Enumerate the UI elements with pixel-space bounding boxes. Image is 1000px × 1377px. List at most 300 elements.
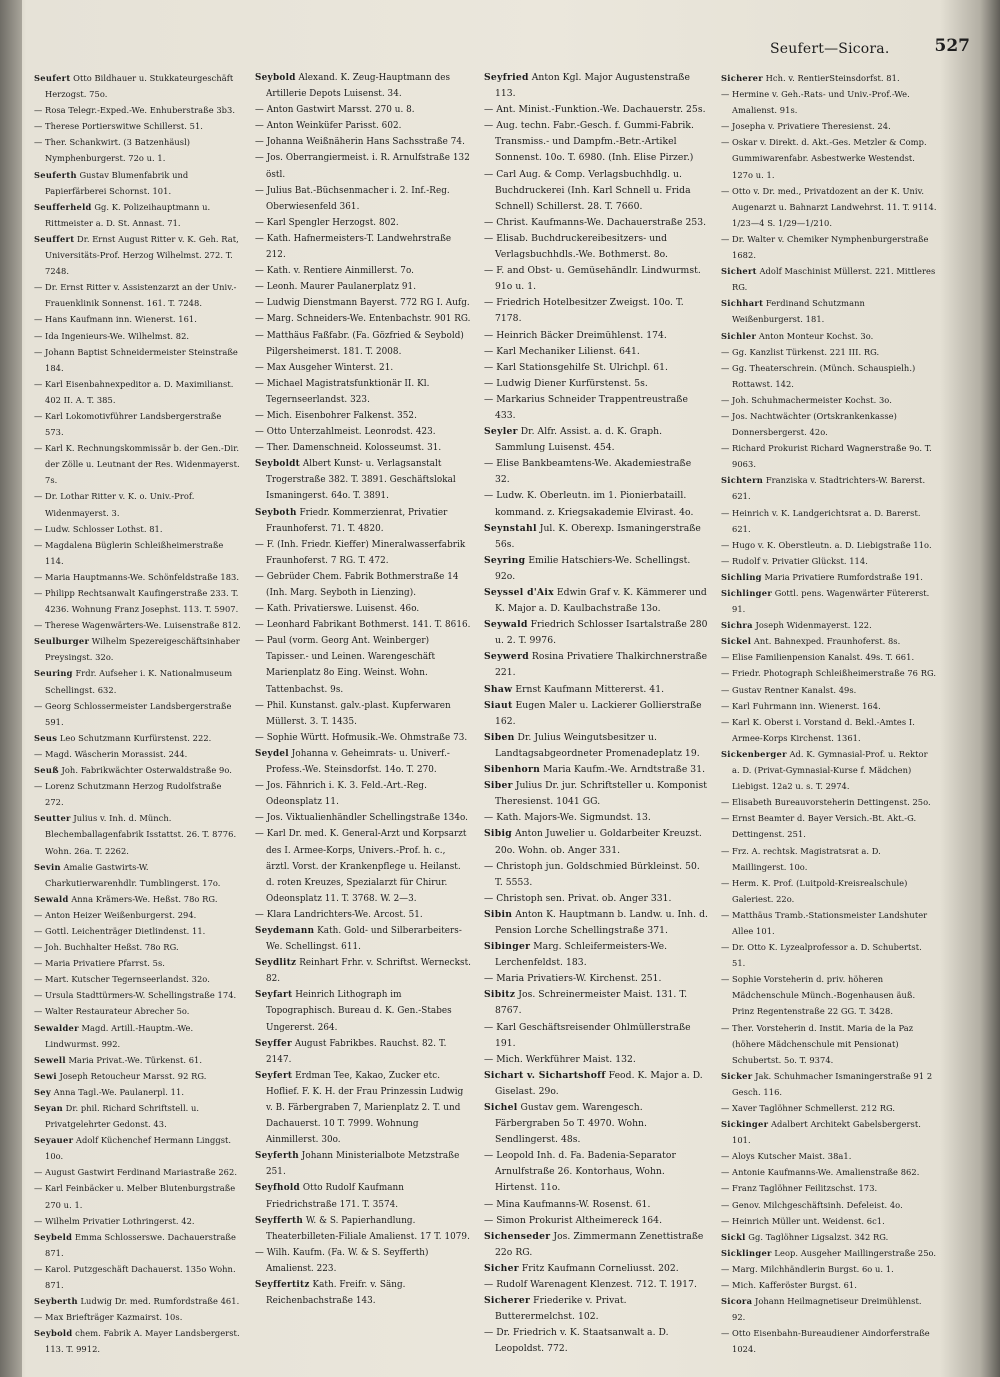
directory-entry [721,408,937,440]
page-header [770,36,970,60]
entry-surname: Siber [484,780,513,792]
entry-details: Jak. Schuhmacher Ismaningerstraße 91 2 Gesch. 116. [732,1070,933,1097]
entry-details: — Ernst Beamter d. Bayer Versich.-Bt. Akt.-G. Dettingenst. 251. [721,813,917,840]
entry-details: — Elise Bankbeamtens-We. Akademiestraße 32. [484,458,692,486]
entry-details: Gottl. pens. Wagenwärter Fütererst. 91. [732,588,930,615]
directory-entry [721,939,937,971]
directory-entry [255,311,471,327]
directory-entry [721,714,937,746]
entry-surname: Seybold [34,1328,73,1339]
directory-entry [484,1052,708,1068]
directory-entry [255,118,471,134]
entry-details: — Phil. Kunstanst. galv.-plast. Kupferwaren Müllerst. 3. T. 1435. [255,700,451,727]
entry-details: Leo Schutzmann Kurfürstenst. 222. [57,732,212,743]
entry-details: Gg. Taglöhner Ligsalzst. 342 RG. [745,1231,889,1242]
entry-surname: Seywald [484,619,528,631]
entry-details: Dr. Julius Weingutsbesitzer u. Landtagsabgeordneter Promenadeplatz 19. [495,731,700,759]
directory-entry [34,746,242,762]
directory-entry [721,633,937,649]
entry-details: Ad. K. Gymnasial-Prof. u. Rektor a. D. (Privat-Gymnasial-Kurse f. Mädchen) Liebigst. 12a2 u. s. T. 2974. [732,748,928,792]
entry-details: Anton Juwelier u. Goldarbeiter Kreuzst. 20o. Wohn. ob. Anger 331. [495,828,702,856]
directory-entry [34,665,242,697]
entry-details: — Karl Eisenbahnexpeditor a. D. Maximilianst. 402 II. A. T. 385. [34,378,234,405]
directory-entry [484,907,708,939]
directory-entry [484,1100,708,1148]
entry-details: — Michael Magistratsfunktionär II. Kl. Tegernseerlandst. 323. [255,378,430,405]
directory-entry [721,1229,937,1245]
entry-details: — Oskar v. Direkt. d. Akt.-Ges. Metzler & Comp. Gummiwarenfabr. Asbestwerke Westendst. 127o u. 1. [721,137,927,180]
directory-entry [34,102,242,118]
directory-entry [255,215,471,231]
entry-surname: Sichling [721,571,762,582]
entry-details: Dr. Alfr. Assist. a. d. K. Graph. Sammlung Luisenst. 454. [495,426,663,454]
entry-details: — Xaver Taglöhner Schmellerst. 212 RG. [721,1103,896,1113]
directory-entry [34,537,242,569]
entry-details: Anna Tagl.-We. Paulanerpl. 11. [51,1086,185,1097]
entry-details: — Matthäus Faßfabr. (Fa. Gözfried & Seybold) Pilgersheimerst. 181. T. 2008. [255,330,464,357]
entry-details: chem. Fabrik A. Mayer Landsbergerst. 113. T. 9912. [45,1328,240,1355]
directory-entry [255,70,471,102]
directory-entry [34,1213,242,1229]
directory-entry [34,134,242,166]
entry-details: — Karl Geschäftsreisender Ohlmüllerstraße 191. [484,1021,691,1049]
directory-entry [484,891,708,907]
entry-details: — Carl Aug. & Comp. Verlagsbuchhdlg. u. Buchdruckerei (Inh. Karl Schnell u. Frida Schnell) Schillerst. 28. T. 7660. [484,168,691,212]
entry-details: — Anton Weinküfer Parisst. 602. [255,121,402,132]
entry-surname: Sichra [721,620,753,631]
directory-entry [484,987,708,1019]
entry-details: — Karl Mechaniker Lilienst. 641. [484,345,640,357]
entry-details: Eugen Maler u. Lackierer Gollierstraße 162. [495,699,702,727]
entry-surname: Seybeld [34,1231,73,1242]
entry-details: Gg. K. Polizeihauptmann u. Rittmeister a. D. St. Annast. 71. [45,201,211,228]
directory-entry [34,70,242,102]
directory-entry [484,488,708,520]
entry-surname: Seywerd [484,651,529,663]
directory-entry [255,183,471,215]
entry-details: — Joh. Schuhmachermeister Kochst. 3o. [721,394,892,405]
entry-details: — Matthäus Tramb.-Stationsmeister Landshuter Allee 101. [721,909,928,936]
entry-details: — Friedrich Hotelbesitzer Zweigst. 10o. T. 7178. [484,297,684,325]
entry-surname: Seutter [34,813,71,824]
entry-details: — Therese Portierswitwe Schillerst. 51. [34,121,203,132]
entry-details: — Lorenz Schutzmann Herzog Rudolfstraße 272. [34,781,222,808]
entry-details: Fritz Kaufmann Corneliusst. 202. [518,1262,679,1274]
entry-surname: Seyfhold [255,1183,301,1194]
entry-surname: Sichel [484,1102,518,1113]
entry-surname: Shaw [484,683,513,695]
directory-entry [255,1148,471,1180]
directory-entry [721,649,937,665]
directory-entry [255,376,471,408]
entry-details: — Gottl. Leichenträger Dietlindenst. 11. [34,925,206,936]
entry-details: — Leonhard Fabrikant Bothmerst. 141. T. 8616. [255,620,471,631]
entry-details: — Kath. Privatierswe. Luisenst. 46o. [255,604,420,615]
directory-entry [721,907,937,939]
entry-details: — Mich. Eisenbohrer Falkenst. 352. [255,410,417,421]
directory-entry [34,891,242,907]
entry-details: — Ursula Stadttürmers-W. Schellingstraße 174. [34,990,237,1001]
entry-surname: Seus [34,732,58,743]
running-head: Seufert—Sicora. [770,41,890,57]
entry-surname: Sicherer [484,1295,531,1307]
directory-entry [721,1325,937,1357]
directory-entry [721,1213,937,1229]
entry-surname: Sicker [721,1070,753,1081]
entry-details: — Ludw. K. Oberleutn. im 1. Pionierbataill. kommand. z. Kriegsakademie Elvirast. 4o. [484,490,694,518]
directory-entry [34,907,242,923]
directory-entry [721,183,937,231]
entry-details: Hch. v. RentierSteinsdorfst. 81. [762,73,900,83]
entry-surname: Sicklinger [721,1247,772,1258]
directory-entry [484,682,708,698]
directory-entry [34,1132,242,1164]
directory-entry [484,360,708,376]
directory-entry [34,279,242,311]
entry-details: — Anton Heizer Weißenburgerst. 294. [34,909,197,920]
directory-entry [255,907,471,923]
directory-entry [34,440,242,488]
entry-details: — Franz Taglöhner Feilitzschst. 173. [721,1183,878,1194]
directory-entry [721,134,937,182]
entry-details: — Dr. Friedrich v. K. Staatsanwalt a. D. Leopoldst. 772. [484,1327,669,1355]
entry-surname: Seyfert [255,1070,293,1081]
directory-entry [484,939,708,971]
directory-entry [484,295,708,327]
entry-details: — Kath. Majors-We. Sigmundst. 13. [484,812,651,824]
directory-entry [255,102,471,118]
directory-entry [721,1148,937,1164]
entry-surname: Seydel [255,748,289,759]
entry-details: — Klara Landrichters-We. Arcost. 51. [255,909,423,920]
directory-entry [484,344,708,360]
entry-details: Magd. Artill.-Hauptm.-We. Lindwurmst. 992. [45,1022,194,1049]
directory-entry [255,698,471,730]
entry-details: — Johanna Weißnäherin Hans Sachsstraße 74. [255,137,465,148]
entry-surname: Sickel [721,636,752,647]
entry-details: — Rudolf v. Privatier Glückst. 114. [721,555,868,566]
entry-details: — Jos. Nachtwächter (Ortskrankenkasse) Donnersbergerst. 42o. [721,410,897,438]
entry-details: — Gg. Theaterschrein. (Münch. Schauspielh.) Rottawst. 142. [721,362,916,389]
entry-details: Marg. Schleifermeisters-We. Lerchenfeldst. 183. [495,941,668,969]
directory-entry [255,746,471,778]
directory-entry [255,328,471,360]
entry-surname: Sichtern [721,475,764,486]
entry-surname: Seuß [34,765,59,776]
directory-entry [721,440,937,472]
directory-entry [34,955,242,971]
directory-entry [34,810,242,858]
directory-entry [721,1293,937,1325]
entry-details: Feod. K. Major a. D. Giselast. 29o. [495,1069,703,1097]
directory-entry [34,585,242,617]
directory-entry [34,730,242,746]
entry-surname: Seyfried [484,72,529,83]
directory-entry [721,1164,937,1180]
directory-entry [721,682,937,698]
entry-surname: Seyboth [255,507,297,518]
directory-entry [721,810,937,842]
entry-details: — Jos. Fähnrich i. K. 3. Feld.-Art.-Reg. Odeonsplatz 11. [255,781,427,808]
entry-details: Anton Kgl. Major Augustenstraße 113. [495,72,690,100]
directory-entry [721,1100,937,1116]
entry-details: — Marg. Schneiders-We. Entenbachstr. 901 RG. [255,314,471,325]
directory-entry [34,1309,242,1325]
directory-entry [484,70,708,102]
directory-entry [34,199,242,231]
directory-entry [484,263,708,295]
entry-details: August Fabrikbes. Rauchst. 82. T. 2147. [266,1038,447,1065]
entry-details: Julius v. Inh. d. Münch. Blechemballagenfabrik Isstattst. 26. T. 8776. Wohn. 26a. T. 2262. [45,813,237,856]
entry-details: Johanna v. Geheimrats- u. Univerf.-Profess.-We. Steinsdorfst. 14o. T. 270. [266,748,450,776]
directory-entry [484,859,708,891]
directory-entry [721,472,937,504]
entry-details: Johann Ministerialbote Metzstraße 251. [266,1151,460,1178]
entry-details: — F. and Obst- u. Gemüsehändlr. Lindwurmst. 91o u. 1. [484,265,701,293]
directory-entry [34,1052,242,1068]
directory-entry [484,810,708,826]
entry-details: — Christoph sen. Privat. ob. Anger 331. [484,892,672,904]
entry-surname: Seynstahl [484,522,537,534]
directory-entry [34,376,242,408]
entry-details: Dr. Ernst August Ritter v. K. Geh. Rat, Universitäts-Prof. Herzog Wilhelmst. 272. T. 7248. [45,233,239,277]
directory-entry [34,1020,242,1052]
entry-details: — Otto v. Dr. med., Privatdozent an der K. Univ. Augenarzt u. Bahnarzt Landwehrst. 11. T. 9114. 1/23—4 S. 1/29—1/210. [721,185,937,228]
directory-entry [721,1245,937,1261]
entry-details: — Genov. Milchgeschäftsinh. Defeleist. 4o. [721,1199,903,1210]
entry-surname: Sewell [34,1054,66,1065]
directory-entry [721,328,937,344]
entry-details: — Elise Familienpension Kanalst. 49s. T. 661. [721,652,915,663]
entry-details: Kath. Gold- und Silberarbeiters-We. Schellingst. 611. [266,925,462,953]
entry-surname: Seyboldt [255,459,301,470]
directory-entry [721,875,937,907]
directory-entry [484,553,708,585]
entry-surname: Sevin [34,861,61,872]
entry-details: Heinrich Lithograph im Topographisch. Bureau d. K. Gen.-Stabes Ungererst. 264. [266,990,452,1033]
entry-details: Ant. Bahnexped. Fraunhoferst. 8s. [751,636,901,647]
entry-details: — Aloys Kutscher Maist. 38a1. [721,1151,852,1162]
entry-surname: Sicora [721,1296,753,1307]
directory-entry [34,923,242,939]
directory-entry [255,730,471,746]
directory-entry [721,971,937,1019]
entry-details: Friedrich Schlosser Isartalstraße 280 u. 2. T. 9976. [495,619,708,647]
entry-details: — Julius Bat.-Büchsenmacher i. 2. Inf.-Reg. Oberwiesenfeld 361. [255,185,450,212]
entry-details: — Dr. Lothar Ritter v. K. o. Univ.-Prof. Widenmayerst. 3. [34,491,195,518]
entry-details: Jos. Zimmermann Zenettistraße 22o RG. [495,1230,704,1258]
directory-entry [34,167,242,199]
entry-details: — Walter Restaurateur Abrecher 5o. [34,1006,190,1017]
directory-entry [34,778,242,810]
directory-column-4 [721,70,937,1370]
directory-entry [721,295,937,327]
entry-surname: Seyfferth [255,1215,304,1226]
directory-entry [721,505,937,537]
directory-entry [34,1180,242,1212]
entry-details: — Therese Wagenwärters-We. Luisenstraße 812. [34,620,241,631]
entry-surname: Sewi [34,1070,57,1081]
entry-details: — Ther. Schankwirt. (3 Batzenhäusl) Nymphenburgerst. 72o u. 1. [34,137,191,164]
directory-entry [484,730,708,762]
entry-details: — Maria Privatiers-W. Kirchenst. 251. [484,973,662,985]
directory-entry [484,585,708,617]
entry-details: — Karl Spengler Herzogst. 802. [255,217,399,228]
entry-details: — Ther. Vorsteherin d. Instit. Maria de la Paz (höhere Mädchenschule mit Pensionat) Schubertst. 5o. T. 9374. [721,1022,914,1065]
entry-details: Edwin Graf v. K. Kämmerer und K. Major a. D. Kaulbachstraße 13o. [495,587,707,615]
entry-surname: Seyan [34,1103,63,1113]
entry-details: — Friedr. Photograph Schleißheimerstraße 76 RG. [721,668,937,679]
directory-entry [721,665,937,681]
directory-entry [255,1213,471,1245]
directory-entry [721,585,937,617]
directory-entry [721,794,937,810]
entry-details: — Philipp Rechtsanwalt Kaufingerstraße 233. T. 4236. Wohnung Franz Josephst. 113. T. 5907. [34,588,239,615]
entry-details: — Elisab. Buchdruckereibesitzers- und Verlagsbuchhdls.-We. Bothmerst. 8o. [484,232,669,261]
directory-entry [34,987,242,1003]
entry-details: — Karl K. Oberst i. Vorstand d. Bekl.-Amtes I. Armee-Korps Kirchenst. 1361. [721,716,915,743]
entry-surname: Seufferheld [34,201,92,212]
entry-surname: Seyffertitz [255,1280,310,1291]
entry-details: — Magdalena Büglerin Schleißheimerstraße 114. [34,539,224,566]
entry-surname: Seyffer [255,1038,292,1049]
directory-entry [484,102,708,118]
entry-details: — Ida Ingenieurs-We. Wilhelmst. 82. [34,330,190,341]
directory-entry [484,778,708,810]
directory-entry [255,601,471,617]
entry-surname: Sibenhorn [484,764,541,776]
entry-details: Anton Monteur Kochst. 3o. [756,330,874,341]
directory-entry [34,1164,242,1180]
directory-entry [484,1293,708,1325]
entry-details: — Kath. Hafnermeisters-T. Landwehrstraße 212. [255,233,452,261]
entry-details: — Mina Kaufmanns-W. Rosenst. 61. [484,1198,651,1210]
entry-details: — Dr. Walter v. Chemiker Nymphenburgerstraße 1682. [721,233,929,261]
entry-details: — Wilhelm Privatier Lothringerst. 42. [34,1215,195,1226]
entry-details: — Sophie Vorsteherin d. priv. höheren Mädchenschule Münch.-Bogenhausen äuß. Prinz Regentenstraße 22 GG. T. 3428. [721,974,916,1017]
entry-details: Anton K. Hauptmann b. Landw. u. Inh. d. Pension Lorche Schellingstraße 371. [495,908,708,936]
directory-entry [255,810,471,826]
entry-details: Dr. phil. Richard Schriftstell. u. Privatgelehrter Gedonst. 43. [45,1103,200,1130]
entry-surname: Sichert [721,266,757,277]
directory-entry [484,376,708,392]
entry-surname: Sicherer [721,73,763,83]
directory-entry [721,86,937,118]
entry-details: — Maria Hauptmanns-We. Schönfeldstraße 183. [34,571,240,582]
entry-details: — F. (Inh. Friedr. Kieffer) Mineralwasserfabrik Fraunhoferst. 7 RG. T. 472. [255,539,466,566]
directory-entry [34,1100,242,1132]
directory-entry [255,263,471,279]
entry-details: Anna Krämers-We. Heßst. 78o RG. [68,893,218,904]
entry-details: — Paul (vorm. Georg Ant. Weinberger) Tapisser.- und Leinen. Warengeschäft Marienplatz 8o Eing. Weinst. Wohn. Tattenbachst. 9s. [255,636,436,695]
directory-entry [34,344,242,376]
directory-entry [484,392,708,424]
entry-details: Emilie Hatschiers-We. Schellingst. 92o. [495,554,691,582]
directory-entry [484,971,708,987]
entry-details: — Gebrüder Chem. Fabrik Bothmerstraße 14 (Inh. Marg. Seyboth in Lienzing). [255,571,459,598]
directory-entry [484,328,708,344]
entry-details: — Joh. Buchhalter Heßst. 78o RG. [34,942,179,953]
entry-surname: Seyberth [34,1296,78,1307]
entry-details: — Aug. techn. Fabr.-Gesch. f. Gummi-Fabrik. Transmiss.- und Dampfm.-Betr.-Artikel Sonnenst. 10o. T. 6980. (Inh. Elise Pirzer.) [484,120,694,164]
entry-surname: Seuring [34,668,73,679]
entry-details: — August Gastwirt Ferdinand Mariastraße 262. [34,1167,238,1178]
directory-entry [721,360,937,392]
entry-details: — Christ. Kaufmanns-We. Dachauerstraße 253. [484,216,707,228]
directory-column-1 [34,70,242,1370]
directory-entry [255,1036,471,1068]
directory-entry [34,617,242,633]
directory-entry [255,408,471,424]
entry-details: — Ant. Minist.-Funktion.-We. Dachauerstr. 25s. [484,104,706,116]
directory-entry [721,698,937,714]
entry-details: Maria Kaufm.-We. Arndtstraße 31. [540,764,706,776]
entry-surname: Sewalder [34,1022,79,1033]
entry-details: — Rudolf Warenagent Klenzest. 712. T. 1917. [484,1279,697,1291]
directory-entry [721,617,937,633]
directory-entry [721,70,937,86]
directory-entry [34,698,242,730]
directory-entry [255,360,471,376]
directory-entry [721,1277,937,1293]
directory-entry [34,859,242,891]
directory-entry [255,150,471,182]
entry-surname: Sibinger [484,941,531,953]
entry-details: Frdr. Aufseher i. K. Nationalmuseum Schellingst. 632. [45,668,233,695]
entry-details: Otto Bildhauer u. Stukkateurgeschäft Herzogst. 75o. [45,73,234,100]
directory-entry [484,167,708,215]
entry-details: — Gg. Kanzlist Türkenst. 221 III. RG. [721,346,880,357]
entry-details: — Maria Privatiere Pfarrst. 5s. [34,958,165,969]
directory-entry [484,1261,708,1277]
entry-details: Alexand. K. Zeug-Hauptmann des Artillerie Depots Luisenst. 34. [266,73,451,100]
directory-entry [34,939,242,955]
entry-details: — Heinrich v. K. Landgerichtsrat a. D. Barerst. 621. [721,507,921,534]
entry-details: — Karl K. Rechnungskommissär b. der Gen.-Dir. der Zölle u. Leutnant der Res. Widenmayerst. 7s. [34,443,240,486]
directory-entry [255,424,471,440]
directory-entry [34,1003,242,1019]
entry-details: — Richard Prokurist Richard Wagnerstraße 9o. T. 9063. [721,443,932,470]
directory-entry [721,392,937,408]
entry-details: — Simon Prokurist Altheimereck 164. [484,1214,663,1226]
entry-details: — Antonie Kaufmanns-We. Amalienstraße 862. [721,1167,920,1178]
directory-entry [255,1180,471,1212]
directory-entry [34,118,242,134]
entry-surname: Seyring [484,554,526,566]
directory-entry [255,778,471,810]
directory-entry [255,1068,471,1148]
entry-details: Johann Heilmagnetiseur Dreimühlenst. 92. [732,1296,922,1323]
entry-details: — Karl Lokomotivführer Landsbergerstraße 573. [34,410,222,438]
directory-entry [721,1180,937,1196]
directory-entry [34,633,242,665]
directory-entry [34,1084,242,1100]
entry-details: Franziska v. Stadtrichters-W. Barerst. 621. [732,475,926,502]
entry-details: Adolf Küchenchef Hermann Linggst. 10o. [45,1135,232,1162]
entry-details: — Anton Gastwirt Marsst. 270 u. 8. [255,105,415,116]
entry-details: — Gustav Rentner Kanalst. 49s. [721,684,857,695]
directory-entry [34,521,242,537]
directory-entry [721,1020,937,1068]
directory-entry [255,826,471,906]
entry-surname: Seyfart [255,990,293,1001]
entry-details: Erdman Tee, Kakao, Zucker etc. Hoflief. F. K. H. der Frau Prinzessin Ludwig v. B. Färbergraben 7, Marienplatz 2. T. und Dachauerst. 10 T. 7999. Wohnung Ainmillerst. 30o. [266,1070,464,1146]
directory-entry [484,1277,708,1293]
directory-entry [484,231,708,263]
directory-entry [484,1068,708,1100]
directory-entry [484,1229,708,1261]
entry-details: — Heinrich Müller unt. Weidenst. 6c1. [721,1215,885,1226]
